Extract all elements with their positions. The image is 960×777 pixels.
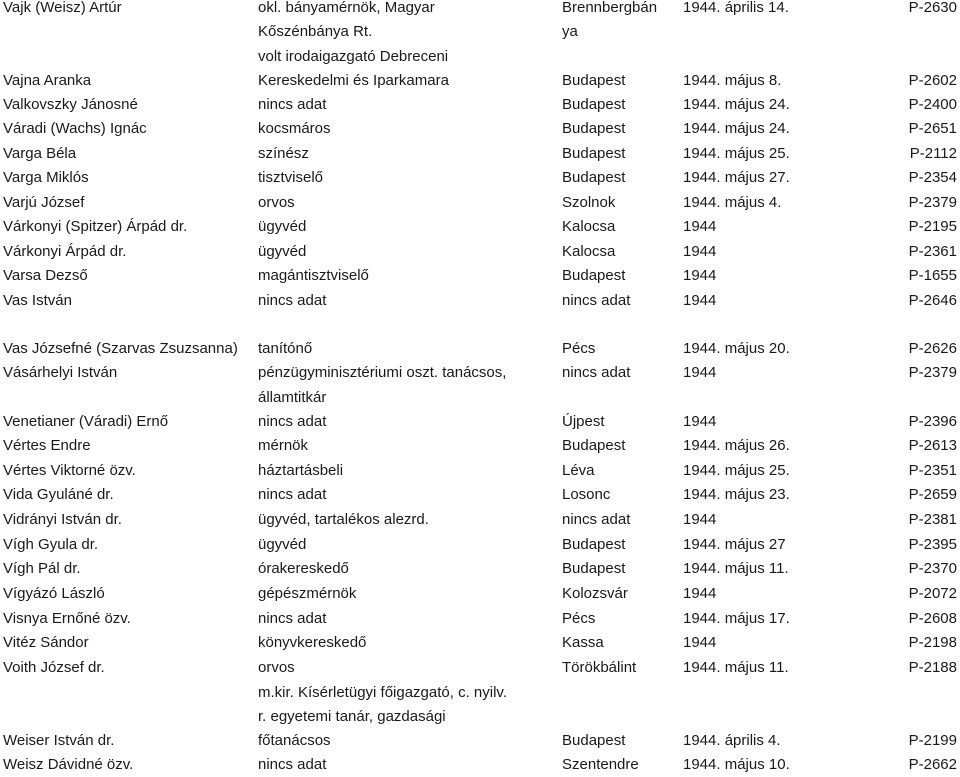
person-name: Varga Miklós bbox=[3, 169, 89, 186]
reference-code: P-2602 bbox=[908, 72, 957, 89]
person-name: Vas Józsefné (Szarvas Zsuzsanna) bbox=[3, 340, 238, 357]
table-row bbox=[0, 508, 960, 532]
person-name: Vígh Pál dr. bbox=[3, 560, 81, 577]
reference-code: P-2630 bbox=[908, 0, 957, 16]
date: 1944. május 17. bbox=[683, 610, 790, 627]
person-name: Vajk (Weisz) Artúr bbox=[3, 0, 122, 16]
place: Budapest bbox=[562, 437, 626, 454]
occupation: ügyvéd, tartalékos alezrd. bbox=[258, 511, 429, 528]
table-row bbox=[0, 631, 960, 655]
person-name: Vígh Gyula dr. bbox=[3, 536, 99, 553]
table-row bbox=[0, 656, 960, 680]
place: Pécs bbox=[562, 340, 596, 357]
date: 1944. május 27 bbox=[683, 536, 786, 553]
place: Kalocsa bbox=[562, 243, 616, 260]
table-row bbox=[0, 69, 960, 93]
date: 1944. május 11. bbox=[683, 659, 789, 676]
date: 1944 bbox=[683, 634, 717, 651]
place: nincs adat bbox=[562, 511, 631, 528]
person-name: Visnya Ernőné özv. bbox=[3, 610, 131, 627]
date: 1944 bbox=[683, 364, 717, 381]
reference-code: P-2662 bbox=[908, 756, 957, 773]
place: Budapest bbox=[562, 560, 626, 577]
place: Budapest bbox=[562, 120, 626, 137]
place: Budapest bbox=[562, 732, 626, 749]
date: 1944. április 4. bbox=[683, 732, 781, 749]
date: 1944. május 23. bbox=[683, 486, 790, 503]
table-row bbox=[0, 681, 960, 705]
table-row bbox=[0, 361, 960, 385]
occupation: okl. bányamérnök, Magyar bbox=[258, 0, 435, 16]
place: Budapest bbox=[562, 96, 626, 113]
date: 1944. május 24. bbox=[683, 120, 790, 137]
person-name: Vértes Viktorné özv. bbox=[3, 462, 136, 479]
person-name: Vásárhelyi István bbox=[3, 364, 118, 381]
person-name: Voith József dr. bbox=[3, 659, 105, 676]
occupation: nincs adat bbox=[258, 292, 327, 309]
place: Budapest bbox=[562, 72, 626, 89]
occupation: tanítónő bbox=[258, 340, 313, 357]
reference-code: P-2195 bbox=[908, 218, 957, 235]
table-row bbox=[0, 240, 960, 264]
reference-code: P-2651 bbox=[908, 120, 957, 137]
reference-code: P-2351 bbox=[908, 462, 957, 479]
occupation: Kőszénbánya Rt. bbox=[258, 23, 373, 40]
place: Losonc bbox=[562, 486, 611, 503]
occupation: orvos bbox=[258, 659, 295, 676]
place: Kolozsvár bbox=[562, 585, 628, 602]
person-name: Váradi (Wachs) Ignác bbox=[3, 120, 147, 137]
table-row bbox=[0, 45, 960, 69]
occupation: háztartásbeli bbox=[258, 462, 344, 479]
reference-code: P-2072 bbox=[908, 585, 957, 602]
person-name: Varsa Dezső bbox=[3, 267, 88, 284]
date: 1944 bbox=[683, 243, 717, 260]
table-row bbox=[0, 20, 960, 44]
table-row bbox=[0, 166, 960, 190]
person-name: Varga Béla bbox=[3, 145, 77, 162]
reference-code: P-2199 bbox=[908, 732, 957, 749]
occupation: magántisztviselő bbox=[258, 267, 369, 284]
date: 1944 bbox=[683, 511, 717, 528]
place: nincs adat bbox=[562, 364, 631, 381]
place: Szentendre bbox=[562, 756, 639, 773]
occupation: orvos bbox=[258, 194, 295, 211]
person-name: Valkovszky Jánosné bbox=[3, 96, 138, 113]
date: 1944. május 25. bbox=[683, 145, 790, 162]
date: 1944. május 27. bbox=[683, 169, 790, 186]
table-row bbox=[0, 705, 960, 729]
date: 1944 bbox=[683, 267, 717, 284]
reference-code: P-2400 bbox=[908, 96, 957, 113]
table-row bbox=[0, 264, 960, 288]
occupation: kocsmáros bbox=[258, 120, 331, 137]
occupation: ügyvéd bbox=[258, 536, 307, 553]
place: Budapest bbox=[562, 267, 626, 284]
table-row bbox=[0, 483, 960, 507]
place: Budapest bbox=[562, 169, 626, 186]
place: Kalocsa bbox=[562, 218, 616, 235]
place: Szolnok bbox=[562, 194, 616, 211]
occupation: volt irodaigazgató Debreceni bbox=[258, 48, 449, 65]
place: Budapest bbox=[562, 536, 626, 553]
date: 1944. május 10. bbox=[683, 756, 790, 773]
place: nincs adat bbox=[562, 292, 631, 309]
place: Budapest bbox=[562, 145, 626, 162]
occupation: államtitkár bbox=[258, 389, 327, 406]
reference-code: P-2395 bbox=[908, 536, 957, 553]
occupation: könyvkereskedő bbox=[258, 634, 367, 651]
person-name: Vas István bbox=[3, 292, 72, 309]
person-name: Várkonyi (Spitzer) Árpád dr. bbox=[3, 218, 188, 235]
reference-code: P-2608 bbox=[908, 610, 957, 627]
table-row bbox=[0, 410, 960, 434]
person-name: Weisz Dávidné özv. bbox=[3, 756, 134, 773]
reference-code: P-2354 bbox=[908, 169, 957, 186]
place: Pécs bbox=[562, 610, 596, 627]
table-row bbox=[0, 753, 960, 777]
occupation: mérnök bbox=[258, 437, 309, 454]
table-row bbox=[0, 434, 960, 458]
date: 1944 bbox=[683, 292, 717, 309]
table-row bbox=[0, 0, 960, 20]
occupation: nincs adat bbox=[258, 486, 327, 503]
reference-code: P-2396 bbox=[908, 413, 957, 430]
person-name: Vitéz Sándor bbox=[3, 634, 89, 651]
place: Léva bbox=[562, 462, 595, 479]
occupation: ügyvéd bbox=[258, 243, 307, 260]
reference-code: P-2198 bbox=[908, 634, 957, 651]
occupation: ügyvéd bbox=[258, 218, 307, 235]
table-row bbox=[0, 289, 960, 313]
place: Törökbálint bbox=[562, 659, 637, 676]
person-name: Várkonyi Árpád dr. bbox=[3, 243, 127, 260]
table-row bbox=[0, 93, 960, 117]
date: 1944. május 4. bbox=[683, 194, 782, 211]
date: 1944. május 8. bbox=[683, 72, 782, 89]
person-name: Vida Gyuláné dr. bbox=[3, 486, 114, 503]
table-row bbox=[0, 142, 960, 166]
date: 1944. május 24. bbox=[683, 96, 790, 113]
table-row bbox=[0, 533, 960, 557]
table-row bbox=[0, 215, 960, 239]
occupation: nincs adat bbox=[258, 96, 327, 113]
reference-code: P-2381 bbox=[908, 511, 957, 528]
place: Brennbergbán bbox=[562, 0, 658, 16]
date: 1944. május 20. bbox=[683, 340, 790, 357]
occupation: nincs adat bbox=[258, 756, 327, 773]
occupation: Kereskedelmi és Iparkamara bbox=[258, 72, 449, 89]
occupation: nincs adat bbox=[258, 610, 327, 627]
reference-code: P-2188 bbox=[908, 659, 957, 676]
reference-code: P-2646 bbox=[908, 292, 957, 309]
person-name: Weiser István dr. bbox=[3, 732, 115, 749]
reference-code: P-2659 bbox=[908, 486, 957, 503]
table-row bbox=[0, 607, 960, 631]
reference-code: P-2379 bbox=[908, 364, 957, 381]
occupation: pénzügyminisztériumi oszt. tanácsos, bbox=[258, 364, 507, 381]
date: 1944. május 26. bbox=[683, 437, 790, 454]
place: Kassa bbox=[562, 634, 604, 651]
person-name: Venetianer (Váradi) Ernő bbox=[3, 413, 169, 430]
reference-code: P-2361 bbox=[908, 243, 957, 260]
place: Újpest bbox=[562, 413, 605, 430]
reference-code: P-2112 bbox=[909, 145, 957, 162]
occupation: órakereskedő bbox=[258, 560, 349, 577]
occupation: gépészmérnök bbox=[258, 585, 357, 602]
table-row bbox=[0, 386, 960, 410]
place: ya bbox=[562, 23, 578, 40]
table-row bbox=[0, 729, 960, 753]
person-name: Varjú József bbox=[3, 194, 85, 211]
person-name: Vidrányi István dr. bbox=[3, 511, 122, 528]
person-name: Vértes Endre bbox=[3, 437, 91, 454]
table-row bbox=[0, 557, 960, 581]
occupation: főtanácsos bbox=[258, 732, 331, 749]
reference-code: P-2613 bbox=[908, 437, 957, 454]
date: 1944. április 14. bbox=[683, 0, 789, 16]
occupation: nincs adat bbox=[258, 413, 327, 430]
date: 1944. május 11. bbox=[683, 560, 789, 577]
occupation: m.kir. Kísérletügyi főigazgató, c. nyilv. bbox=[258, 684, 507, 701]
table-row bbox=[0, 582, 960, 606]
occupation: színész bbox=[258, 145, 309, 162]
date: 1944. május 25. bbox=[683, 462, 790, 479]
person-name: Vígyázó László bbox=[3, 585, 105, 602]
occupation: r. egyetemi tanár, gazdasági bbox=[258, 708, 446, 725]
date: 1944 bbox=[683, 413, 717, 430]
reference-code: P-2370 bbox=[908, 560, 957, 577]
table-row bbox=[0, 191, 960, 215]
reference-code: P-2626 bbox=[908, 340, 957, 357]
reference-code: P-1655 bbox=[908, 267, 957, 284]
occupation: tisztviselő bbox=[258, 169, 324, 186]
table-row bbox=[0, 117, 960, 141]
table-row bbox=[0, 459, 960, 483]
table-row bbox=[0, 337, 960, 361]
date: 1944 bbox=[683, 585, 717, 602]
date: 1944 bbox=[683, 218, 717, 235]
person-name: Vajna Aranka bbox=[3, 72, 92, 89]
reference-code: P-2379 bbox=[908, 194, 957, 211]
